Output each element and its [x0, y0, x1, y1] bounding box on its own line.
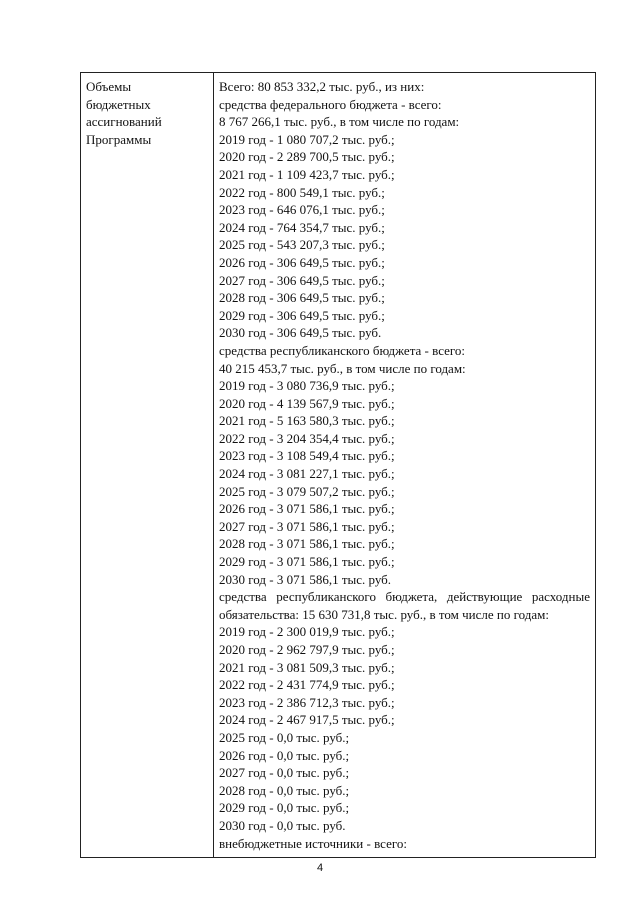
- year-line: 2021 год - 5 163 580,3 тыс. руб.;: [219, 413, 395, 429]
- year-line: 2029 год - 3 071 586,1 тыс. руб.;: [219, 554, 395, 570]
- republic-heading: средства республиканского бюджета - всего:: [219, 342, 466, 358]
- republic-total: 40 215 453,7 тыс. руб., в том числе по годам:: [219, 360, 466, 376]
- year-line: 2019 год - 2 300 019,9 тыс. руб.;: [219, 624, 395, 640]
- year-line: 2030 год - 3 071 586,1 тыс. руб.: [219, 571, 392, 587]
- year-line: 2027 год - 306 649,5 тыс. руб.;: [219, 272, 385, 288]
- table-label-cell: [86, 78, 210, 148]
- label-line: ассигнований: [86, 114, 162, 129]
- year-line: 2024 год - 764 354,7 тыс. руб.;: [219, 219, 385, 235]
- year-line: 2030 год - 306 649,5 тыс. руб.: [219, 325, 382, 341]
- year-line: 2026 год - 306 649,5 тыс. руб.;: [219, 254, 385, 270]
- year-line: 2029 год - 306 649,5 тыс. руб.;: [219, 307, 385, 323]
- label-line: бюджетных: [86, 96, 151, 112]
- year-line: 2027 год - 3 071 586,1 тыс. руб.;: [219, 518, 395, 534]
- year-line: 2019 год - 1 080 707,2 тыс. руб.;: [219, 131, 395, 147]
- federal-total: 8 767 266,1 тыс. руб., в том числе по годам:: [219, 114, 460, 130]
- extrabudget-heading: внебюджетные источники - всего:: [219, 835, 407, 851]
- year-line: 2028 год - 306 649,5 тыс. руб.;: [219, 290, 385, 306]
- year-line: 2028 год - 0,0 тыс. руб.;: [219, 782, 350, 798]
- year-line: 2025 год - 0,0 тыс. руб.;: [219, 729, 350, 745]
- year-line: 2022 год - 800 549,1 тыс. руб.;: [219, 184, 385, 200]
- year-line: 2025 год - 543 207,3 тыс. руб.;: [219, 237, 385, 253]
- year-line: 2030 год - 0,0 тыс. руб.: [219, 817, 346, 833]
- year-line: 2026 год - 0,0 тыс. руб.;: [219, 747, 350, 763]
- year-line: 2024 год - 2 467 917,5 тыс. руб.;: [219, 712, 395, 728]
- year-line: 2023 год - 646 076,1 тыс. руб.;: [219, 202, 385, 218]
- year-line: 2020 год - 4 139 567,9 тыс. руб.;: [219, 395, 395, 411]
- year-line: 2026 год - 3 071 586,1 тыс. руб.;: [219, 501, 395, 517]
- year-line: 2020 год - 2 962 797,9 тыс. руб.;: [219, 642, 395, 657]
- year-line: 2025 год - 3 079 507,2 тыс. руб.;: [219, 483, 395, 499]
- year-line: 2021 год - 1 109 423,7 тыс. руб.;: [219, 166, 395, 182]
- year-line: 2029 год - 0,0 тыс. руб.;: [219, 800, 350, 816]
- year-line: 2022 год - 3 204 354,4 тыс. руб.;: [219, 430, 395, 446]
- federal-year-list: [219, 131, 590, 342]
- year-line: 2023 год - 3 108 549,4 тыс. руб.;: [219, 448, 395, 464]
- table-column-divider: [213, 72, 214, 858]
- year-line: 2021 год - 3 081 509,3 тыс. руб.;: [219, 659, 395, 675]
- republic-year-list: [219, 377, 590, 588]
- table-content-cell: [219, 78, 590, 852]
- year-line: 2020 год - 2 289 700,5 тыс. руб.;: [219, 149, 395, 165]
- year-line: 2027 год - 0,0 тыс. руб.;: [219, 765, 350, 781]
- year-line: 2022 год - 2 431 774,9 тыс. руб.;: [219, 677, 395, 693]
- active-year-list: [219, 623, 590, 834]
- year-line: 2024 год - 3 081 227,1 тыс. руб.;: [219, 466, 395, 482]
- label-line: Программы: [86, 131, 152, 147]
- year-line: 2023 год - 2 386 712,3 тыс. руб.;: [219, 694, 395, 710]
- federal-heading: средства федерального бюджета - всего:: [219, 96, 442, 112]
- total-line: Всего: 80 853 332,2 тыс. руб., из них:: [219, 79, 425, 94]
- year-line: 2019 год - 3 080 736,9 тыс. руб.;: [219, 378, 395, 394]
- year-line: 2028 год - 3 071 586,1 тыс. руб.;: [219, 536, 395, 552]
- page-number: 4: [316, 862, 324, 874]
- label-line: Объемы: [86, 79, 132, 94]
- active-obligations-text: средства республиканского бюджета, действующие расходные обязательства: 15 630 731,8 тыс. руб., в том числе по годам:: [219, 589, 590, 622]
